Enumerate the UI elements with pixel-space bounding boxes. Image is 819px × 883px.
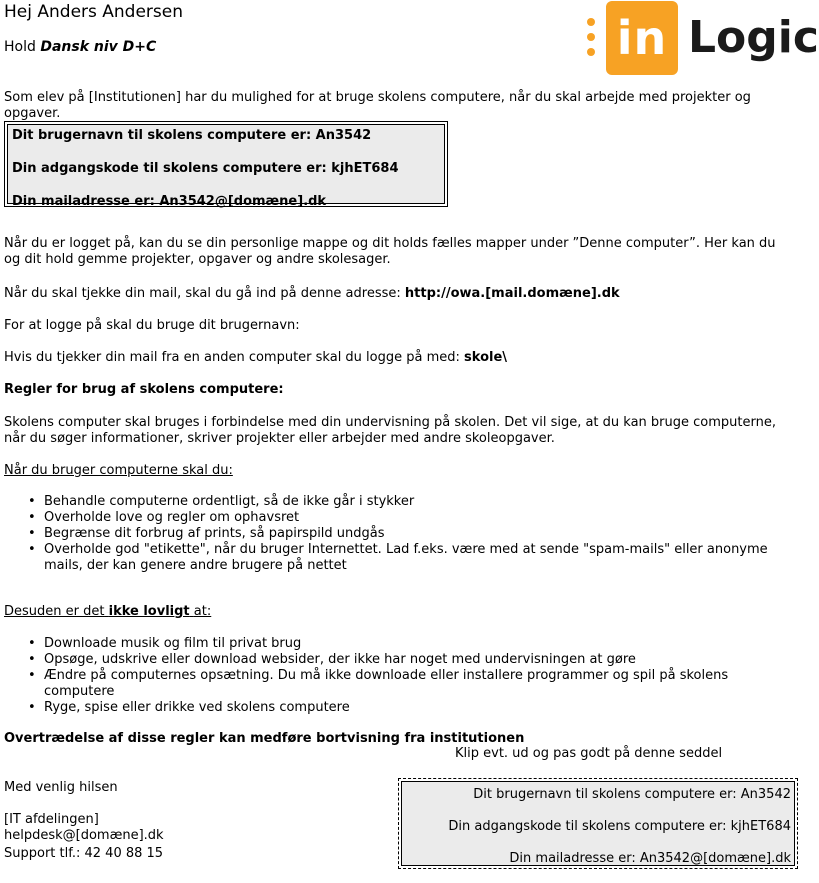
list-item: • Begrænse dit forbrug af prints, så papirspild undgås — [4, 526, 794, 542]
hold-line — [4, 38, 156, 56]
credentials-box — [4, 121, 448, 207]
credentials-password: Din adgangskode til skolens computere er: kjhET684 — [12, 161, 399, 176]
greeting-heading: Hej Anders Andersen — [4, 2, 184, 22]
list-item: • Opsøge, udskrive eller download websider, der ikke har noget med undervisningen at gøre — [4, 652, 794, 668]
inlogic-logo — [584, 0, 819, 76]
logo-dot — [587, 33, 595, 41]
signature-email: helpdesk@[domæne].dk — [4, 828, 164, 843]
signature-department: [IT afdelingen] — [4, 812, 99, 827]
folders-paragraph: Når du er logget på, kan du se din personlige mappe og dit holds fælles mapper under ”Denne computer”. Her kan du og dit hold gemme projekter, opgaver og andre skolesager. — [4, 236, 776, 267]
cutout-username: Dit brugernavn til skolens computere er: An3542 — [473, 787, 791, 802]
other-prefix: Hvis du tjekker din mail fra en anden computer skal du logge på med: — [4, 350, 460, 365]
list-item: • Overholde love og regler om ophavsret — [4, 510, 794, 526]
must-list — [4, 494, 794, 574]
illegal-suffix: at: — [193, 604, 212, 619]
logo-word-text: Logic — [688, 12, 819, 63]
cutout-box — [398, 778, 798, 869]
other-computer-paragraph — [4, 350, 794, 366]
illegal-bold: ikke lovligt — [108, 604, 190, 619]
must-heading: Når du bruger computerne skal du: — [4, 463, 233, 478]
illegal-heading — [4, 604, 794, 620]
logo-dot — [587, 48, 595, 56]
list-item: • Overholde god "etikette", når du bruger Internettet. Lad f.eks. være med at sende "spam-mails" eller anonyme mails, der kan genere andre brugere på nettet — [4, 542, 794, 574]
credentials-username: Dit brugernavn til skolens computere er: An3542 — [12, 128, 372, 143]
logo-dot — [587, 18, 595, 26]
credentials-email: Din mailadresse er: An3542@[domæne].dk — [12, 194, 327, 209]
login-paragraph: For at logge på skal du bruge dit brugernavn: — [4, 318, 300, 333]
cutout-password: Din adgangskode til skolens computere er: kjhET684 — [448, 819, 791, 834]
list-item: • Behandle computerne ordentligt, så de ikke går i stykker — [4, 494, 794, 510]
cutout-email: Din mailadresse er: An3542@[domæne].dk — [509, 851, 791, 866]
intro-paragraph: Som elev på [Institutionen] har du mulighed for at bruge skolens computere, når du skal arbejde med projekter og opgaver. — [4, 90, 751, 121]
other-domain: skole\ — [464, 350, 508, 365]
rules-heading: Regler for brug af skolens computere: — [4, 382, 284, 397]
list-item: • Ændre på computernes opsætning. Du må ikke downloade eller installere programmer og spil på skolens computere — [4, 668, 794, 700]
list-item: • Ryge, spise eller drikke ved skolens computere — [4, 700, 794, 716]
violation-warning: Overtrædelse af disse regler kan medføre bortvisning fra institutionen — [4, 731, 525, 746]
cut-note: Klip evt. ud og pas godt på denne seddel — [455, 746, 723, 761]
mail-prefix: Når du skal tjekke din mail, skal du gå ind på denne adresse: — [4, 286, 401, 301]
illegal-prefix: Desuden er det — [4, 604, 105, 619]
list-item: • Downloade musik og film til privat brug — [4, 636, 794, 652]
hold-name: Dansk niv D+C — [40, 39, 157, 55]
signature-phone: Support tlf.: 42 40 88 15 — [4, 846, 164, 861]
hold-prefix: Hold — [4, 39, 36, 55]
logo-box-text: in — [606, 1, 678, 75]
signature-closing: Med venlig hilsen — [4, 780, 118, 795]
rules-paragraph: Skolens computer skal bruges i forbindelse med din undervisning på skolen. Det vil sige, at du kan bruge computerne, når du søger informationer, skriver projekter eller arbejder med andre skoleopgaver. — [4, 415, 776, 446]
mail-url: http://owa.[mail.domæne].dk — [404, 286, 620, 301]
illegal-list — [4, 636, 794, 716]
mail-paragraph — [4, 286, 794, 302]
